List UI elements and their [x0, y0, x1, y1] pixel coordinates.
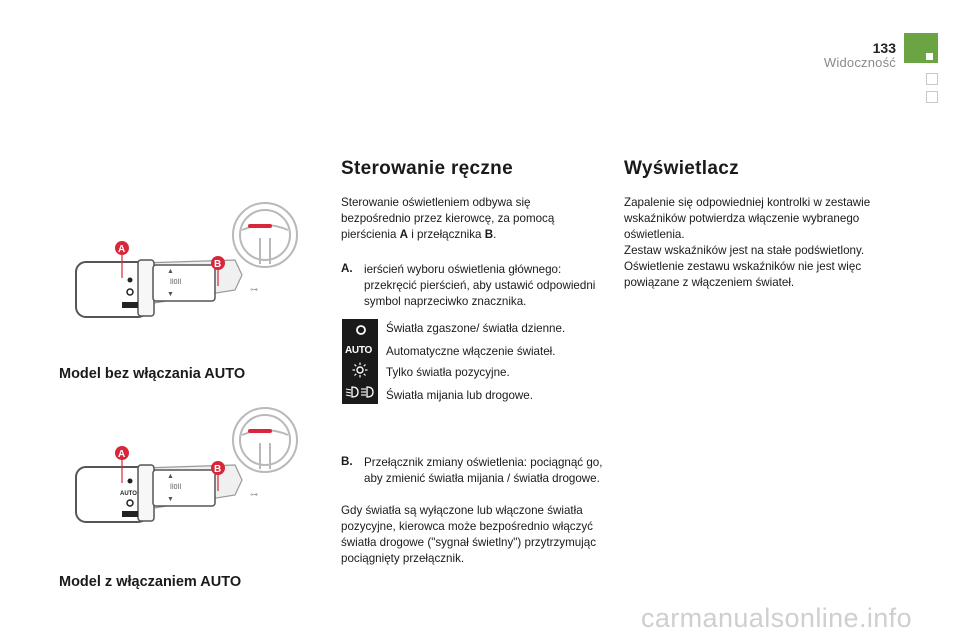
chapter-tab[interactable]	[926, 91, 938, 103]
callout-a-label: A	[118, 449, 126, 460]
chapter-tab[interactable]	[926, 73, 938, 85]
stalk-icon	[76, 260, 258, 317]
item-b-text: Przełącznik zmiany oświetlenia: pociągnąć go, aby zmienić światła mijania / światła drogowe.	[364, 456, 603, 485]
chapter-tab-active[interactable]	[904, 33, 938, 63]
svg-text:▲: ▲	[167, 268, 174, 275]
model-caption-with-auto: Model z włączaniem AUTO	[59, 574, 242, 590]
item-b-paragraph: Gdy światła są wyłączone lub włączone światła pozycyjne, kierowca może bezpośrednio włączyć światła drogowe ("sygnał świetlny") przytrzymując pociągnięty przełącznik.	[341, 504, 597, 565]
svg-text:▼: ▼	[167, 496, 174, 503]
svg-text:▼: ▼	[167, 291, 174, 298]
svg-text:⊶: ⊶	[250, 490, 258, 499]
auto-icon: AUTO	[345, 345, 372, 356]
section-title: Widoczność	[823, 55, 896, 70]
stalk-auto-text: AUTO	[120, 491, 137, 497]
heading-display: Wyświetlacz	[624, 158, 739, 179]
page-number: 133	[872, 40, 896, 56]
item-a-letter: A.	[341, 262, 353, 275]
symbol-label-auto: Automatyczne włączenie świateł.	[386, 345, 556, 358]
position-lights-icon	[352, 362, 368, 378]
stalk-icon	[76, 465, 258, 522]
svg-text:ǀǀ0ǀǀ: ǀǀ0ǀǀ	[170, 279, 182, 286]
headlights-icon	[345, 385, 377, 399]
display-paragraph-2: Zestaw wskaźników jest na stałe podświetlony. Oświetlenie zestawu wskaźników nie jest więc powiązane z włączeniem świateł.	[624, 244, 865, 289]
svg-text:ǀǀ0ǀǀ: ǀǀ0ǀǀ	[170, 484, 182, 491]
item-b-letter: B.	[341, 455, 353, 468]
watermark: carmanualsonline.info	[640, 603, 912, 633]
symbol-label-headlights: Światła mijania lub drogowe.	[386, 389, 533, 402]
tab-dot-icon	[926, 53, 933, 60]
callout-b-label: B	[214, 464, 222, 475]
stalk-figure-top	[60, 190, 300, 330]
intro-letter-b: B	[484, 228, 494, 241]
lights-off-icon	[355, 324, 367, 336]
heading-manual-control: Sterowanie ręczne	[341, 158, 513, 179]
steering-wheel-icon	[233, 203, 297, 267]
stalk-figure-bottom	[60, 395, 300, 535]
callout-b-label: B	[214, 259, 222, 270]
symbol-label-position: Tylko światła pozycyjne.	[386, 366, 510, 379]
item-a-text: ierścień wyboru oświetlenia głównego: przekręcić pierścień, aby ustawić odpowiedni symbol naprzeciwko znacznika.	[364, 263, 596, 308]
svg-text:▲: ▲	[167, 473, 174, 480]
steering-wheel-icon	[233, 408, 297, 472]
model-caption-without-auto: Model bez włączania AUTO	[59, 366, 246, 382]
svg-text:⊶: ⊶	[250, 285, 258, 294]
callout-a-label: A	[118, 244, 126, 255]
symbol-label-off: Światła zgaszone/ światła dzienne.	[386, 322, 566, 335]
symbol-column	[342, 319, 378, 404]
intro-paragraph	[341, 195, 591, 243]
intro-text: Sterowanie oświetleniem odbywa się bezpośrednio przez kierowcę, za pomocą pierścienia	[341, 196, 555, 241]
intro-text-end: .	[493, 228, 497, 241]
display-paragraph-1: Zapalenie się odpowiedniej kontrolki w zestawie wskaźników potwierdza włączenie wybranego oświetlenia.	[624, 196, 871, 241]
intro-letter-a: A	[399, 228, 409, 241]
intro-text-mid: i przełącznika	[408, 228, 485, 241]
